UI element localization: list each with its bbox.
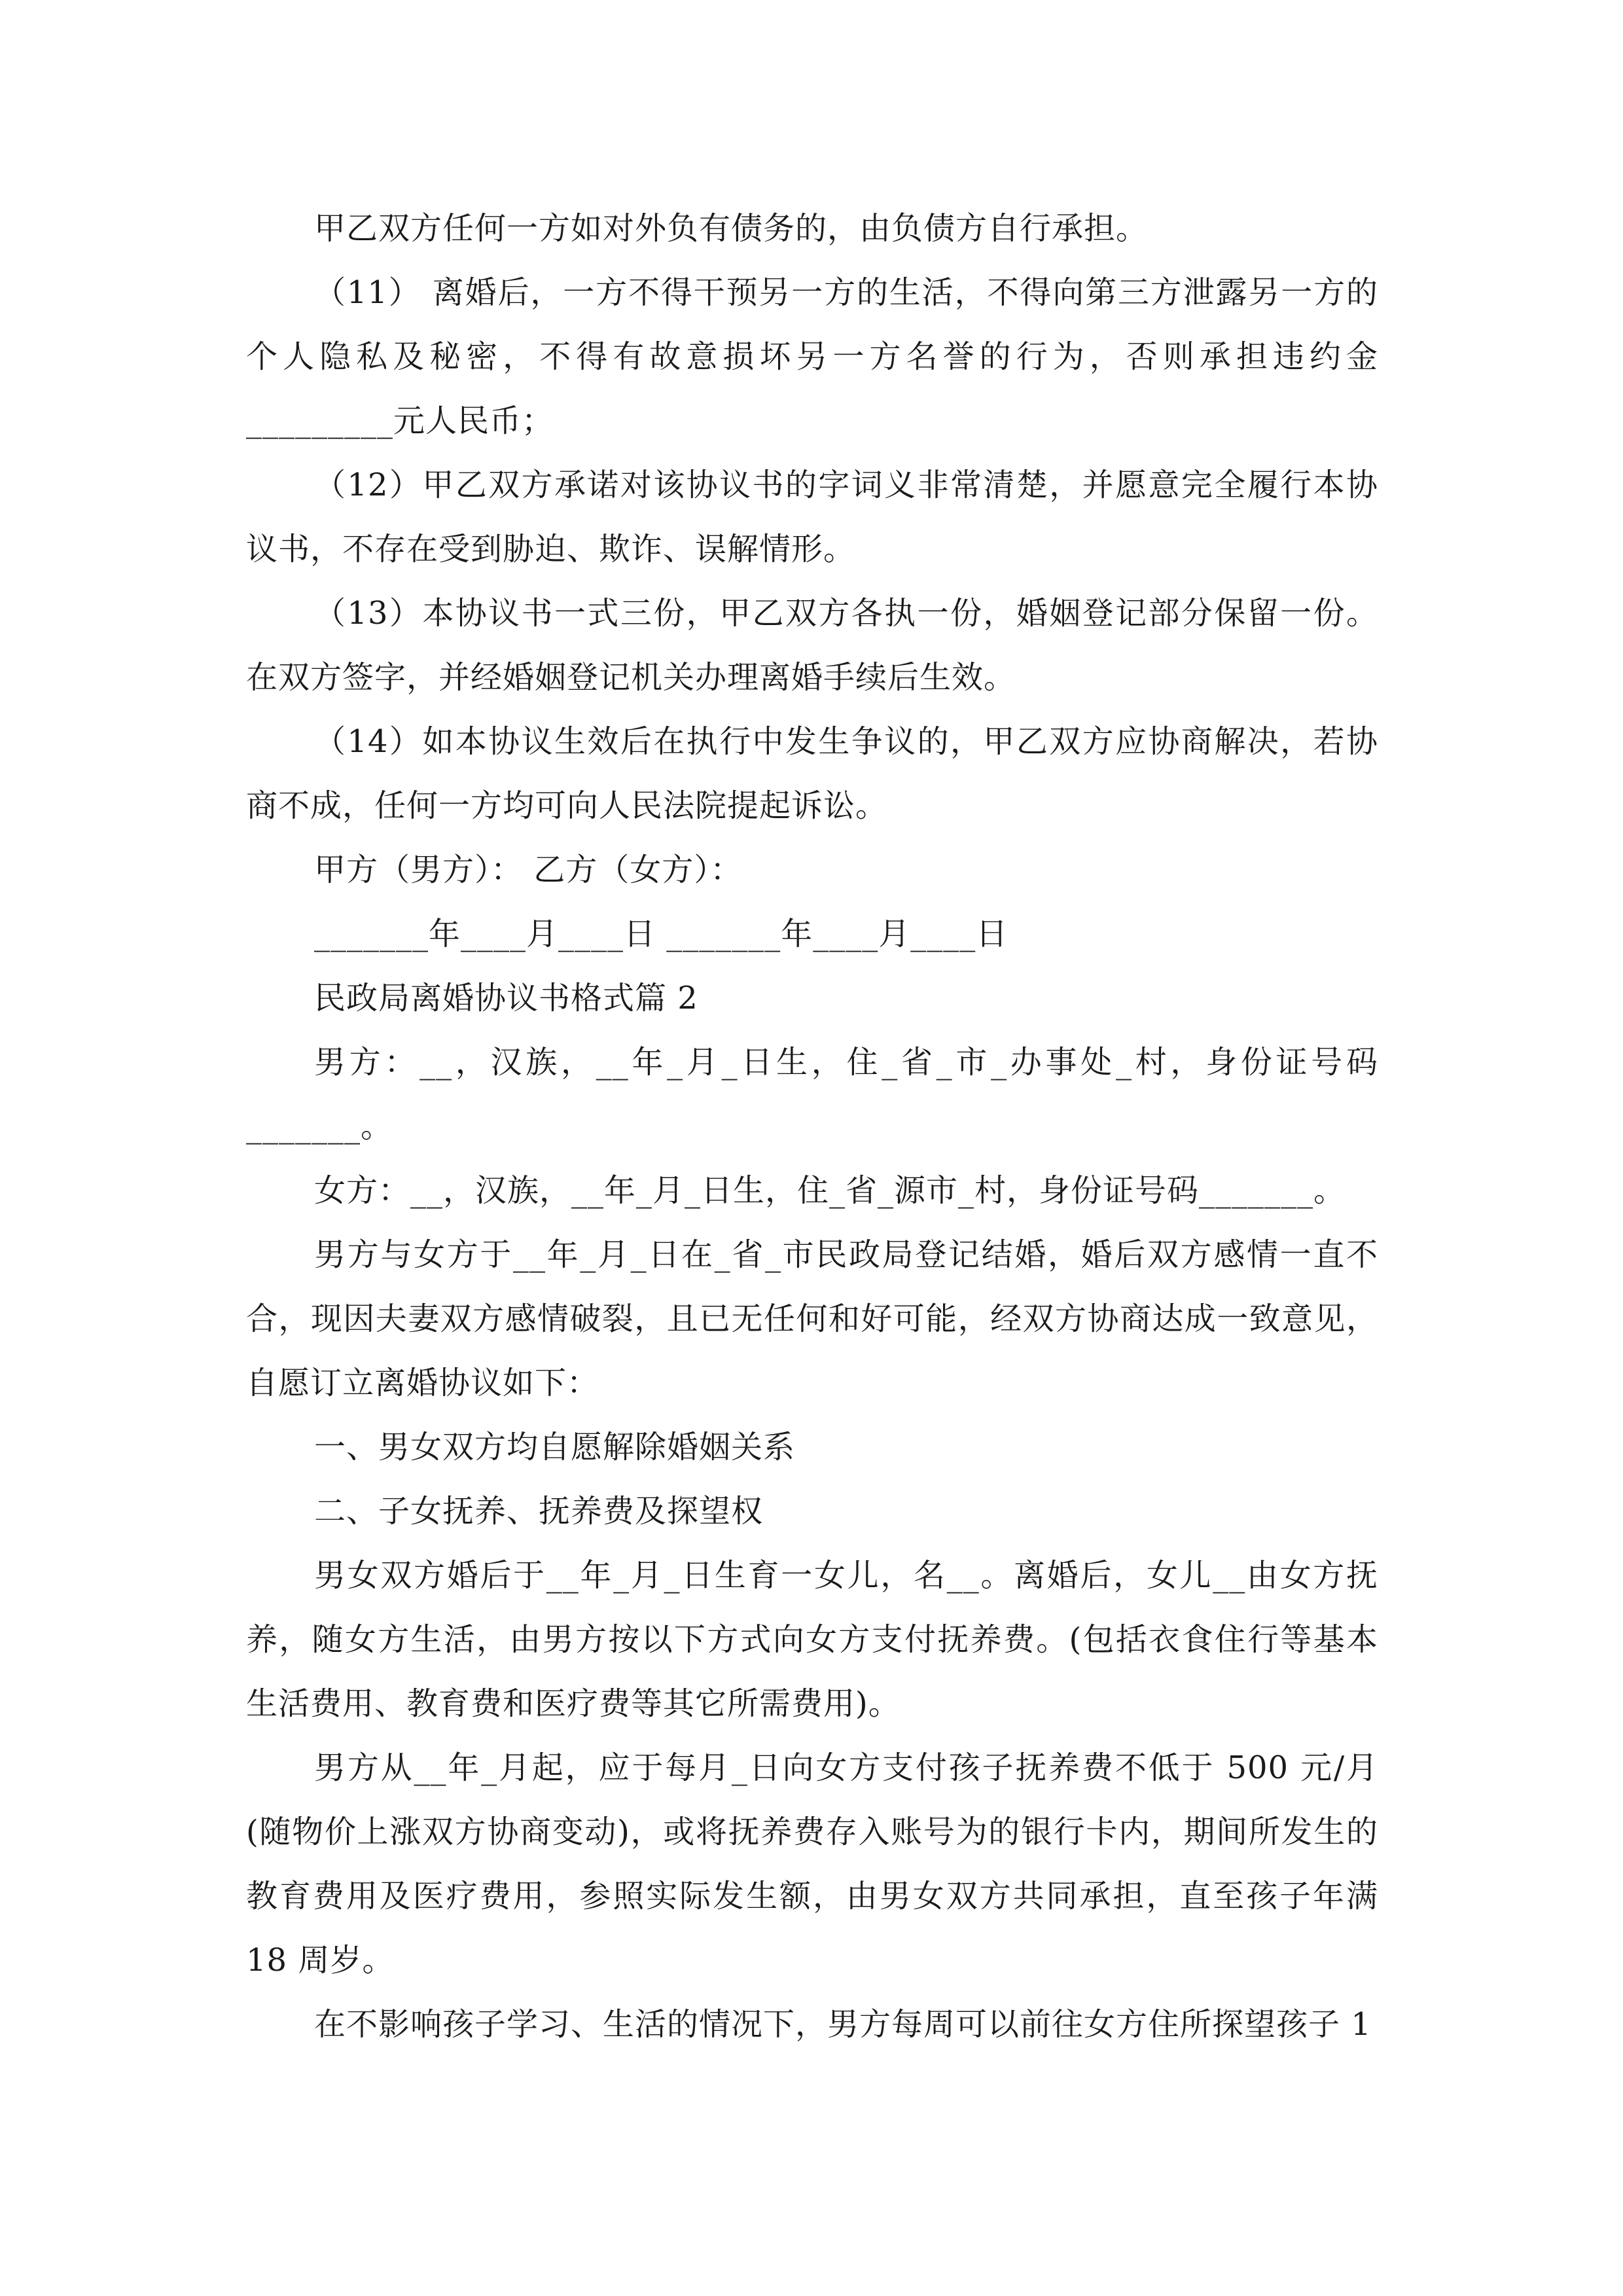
section-title: 民政局离婚协议书格式篇 2 (314, 980, 698, 1016)
paragraph: 男方从__年_月起，应于每月_日向女方支付孩子抚养费不低于 500 元/月(随物价上涨双方协商变动)，或将抚养费存入账号为的银行卡内，期间所发生的教育费用及医疗费用，参照实际发生额，由男女双方共同承担，直至孩子年满 18 周岁。 (246, 1749, 1389, 1979)
paragraph: 在不影响孩子学习、生活的情况下，男方每周可以前往女方住所探望孩子 1 (314, 2006, 1372, 2043)
paragraph: （12）甲乙双方承诺对该协议书的字词义非常清楚，并愿意完全履行本协议书，不存在受到胁迫、欺诈、误解情形。 (246, 467, 1378, 567)
paragraph: 男方与女方于__年_月_日在_省_市民政局登记结婚，婚后双方感情一直不合，现因夫妻双方感情破裂，且已无任何和好可能，经双方协商达成一致意见，自愿订立离婚协议如下： (246, 1236, 1378, 1401)
paragraph: 男方：__，汉族，__年_月_日生，住_省_市_办事处_村，身份证号码_______。 (246, 1044, 1378, 1145)
paragraph: （14）如本协议生效后在执行中发生争议的，甲乙双方应协商解决，若协商不成，任何一方均可向人民法院提起诉讼。 (246, 723, 1378, 824)
paragraph: （11） 离婚后，一方不得干预另一方的生活，不得向第三方泄露另一方的个人隐私及秘密，不得有故意损坏另一方名誉的行为，否则承担违约金_________元人民币； (246, 274, 1378, 439)
document-page (246, 196, 1389, 2056)
paragraph: 男女双方婚后于__年_月_日生育一女儿，名__。离婚后，女儿__由女方抚养，随女方生活，由男方按以下方式向女方支付抚养费。(包括衣食住行等基本生活费用、教育费和医疗费等其它所需费用)。 (246, 1557, 1378, 1722)
clause-heading: 二、子女抚养、抚养费及探望权 (314, 1493, 764, 1530)
paragraph: 甲乙双方任何一方如对外负有债务的，由负债方自行承担。 (314, 210, 1149, 247)
date-line: _______年____月____日 _______年____月____日 (314, 916, 1008, 952)
signature-line: 甲方（男方）： 乙方（女方）： (314, 852, 743, 888)
clause-heading: 一、男女双方均自愿解除婚姻关系 (314, 1429, 796, 1465)
paragraph: （13）本协议书一式三份，甲乙双方各执一份，婚姻登记部分保留一份。在双方签字，并经婚姻登记机关办理离婚手续后生效。 (246, 595, 1378, 696)
paragraph: 女方：__，汉族，__年_月_日生，住_省_源市_村，身份证号码_______。 (314, 1172, 1346, 1209)
